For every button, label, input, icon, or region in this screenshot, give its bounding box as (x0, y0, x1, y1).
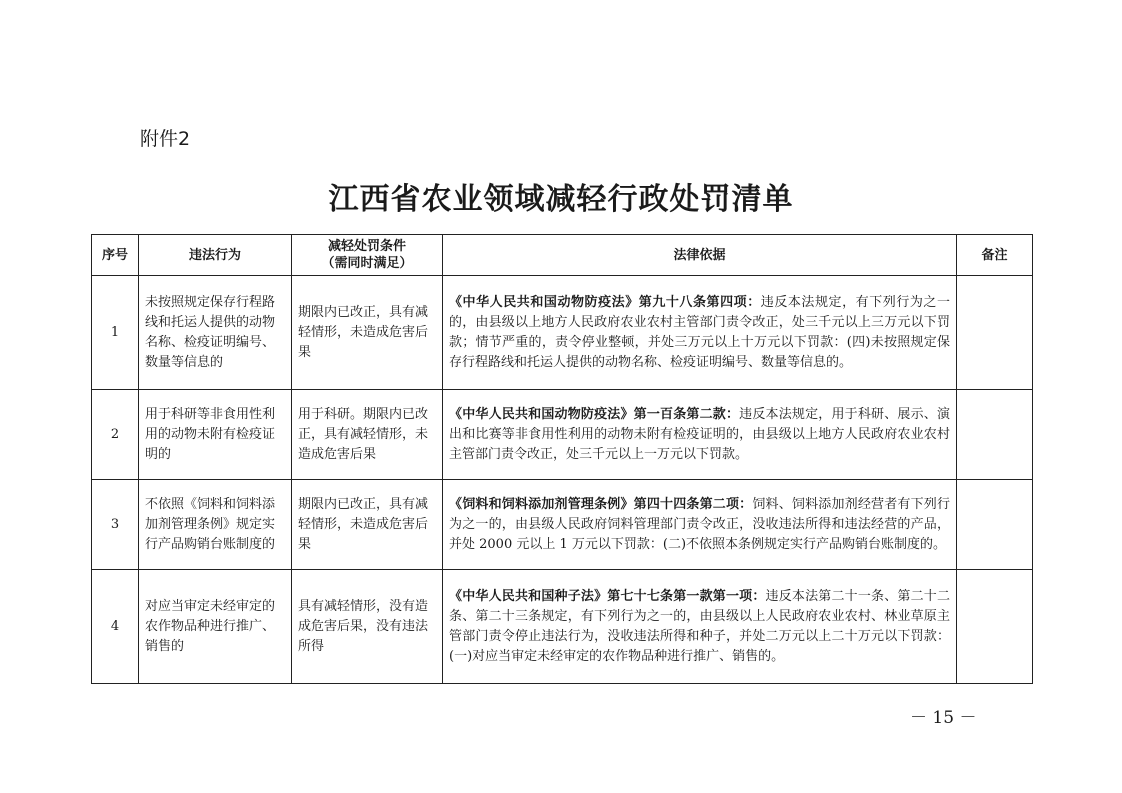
row-number: 1 (92, 276, 139, 390)
law-text: 违反本法第二十一条、第二十二条、第二十三条规定，有下列行为之一的，由县级以上人民政府农业农村、林业草原主管部门责令停止违法行为，没收违法所得和种子，并处二万元以上二十万元以下罚款：(一)对应当审定未经审定的农作物品种进行推广、销售的。 (449, 588, 950, 664)
condition-text: 具有减轻情形，没有造成危害后果，没有违法所得 (292, 570, 443, 684)
legal-basis (443, 390, 957, 480)
header-number: 序号 (92, 235, 139, 276)
remark-cell (957, 570, 1033, 684)
condition-text: 用于科研。期限内已改正，具有减轻情形，未造成危害后果 (292, 390, 443, 480)
condition-text: 期限内已改正，具有减轻情形，未造成危害后果 (292, 276, 443, 390)
legal-basis (443, 480, 957, 570)
remark-cell (957, 390, 1033, 480)
law-text: 饲料、饲料添加剂经营者有下列行为之一的，由县级人民政府饲料管理部门责令改正，没收违法所得和违法经营的产品，并处 2000 元以上 1 万元以下罚款：(二)不依照本条例规定实行产品购销台账制度的。 (449, 496, 950, 552)
law-reference: 《饲料和饲料添加剂管理条例》第四十四条第二项： (449, 496, 753, 512)
attachment-label: 附件2 (140, 128, 191, 150)
remark-cell (957, 480, 1033, 570)
violation-text: 对应当审定未经审定的农作物品种进行推广、销售的 (139, 570, 292, 684)
row-number: 2 (92, 390, 139, 480)
header-legal-basis: 法律依据 (443, 235, 957, 276)
law-reference: 《中华人民共和国动物防疫法》第一百条第二款： (449, 406, 740, 422)
law-reference: 《中华人民共和国种子法》第七十七条第一款第一项： (449, 588, 766, 604)
header-condition-line2: （需同时满足） (321, 256, 413, 271)
table-row (92, 276, 1033, 390)
legal-basis (443, 276, 957, 390)
law-text: 违反本法规定，有下列行为之一的，由县级以上地方人民政府农业农村主管部门责令改正，处三千元以上三万元以下罚款；情节严重的，责令停业整顿，并处三万元以上十万元以下罚款：(四)未按照规定保存行程路线和托运人提供的动物名称、检疫证明编号、数量等信息的。 (449, 294, 950, 370)
law-reference: 《中华人民共和国动物防疫法》第九十八条第四项： (449, 294, 761, 310)
row-number: 3 (92, 480, 139, 570)
row-number: 4 (92, 570, 139, 684)
table-row (92, 480, 1033, 570)
header-remark: 备注 (957, 235, 1033, 276)
remark-cell (957, 276, 1033, 390)
condition-text: 期限内已改正，具有减轻情形，未造成危害后果 (292, 480, 443, 570)
header-condition-line1: 减轻处罚条件 (327, 239, 406, 254)
table-row (92, 390, 1033, 480)
page-number: － 15 － (910, 708, 977, 728)
header-violation: 违法行为 (139, 235, 292, 276)
table-header-row (92, 235, 1033, 276)
header-condition (292, 235, 443, 276)
violation-text: 用于科研等非食用性利用的动物未附有检疫证明的 (139, 390, 292, 480)
law-text: 违反本法规定，用于科研、展示、演出和比赛等非食用性利用的动物未附有检疫证明的，由县级以上地方人民政府农业农村主管部门责令改正，处三千元以上一万元以下罚款。 (449, 406, 950, 462)
penalty-table (91, 234, 1033, 684)
violation-text: 未按照规定保存行程路线和托运人提供的动物名称、检疫证明编号、数量等信息的 (139, 276, 292, 390)
legal-basis (443, 570, 957, 684)
table-row (92, 570, 1033, 684)
document-title: 江西省农业领域减轻行政处罚清单 (328, 182, 794, 217)
violation-text: 不依照《饲料和饲料添加剂管理条例》规定实行产品购销台账制度的 (139, 480, 292, 570)
